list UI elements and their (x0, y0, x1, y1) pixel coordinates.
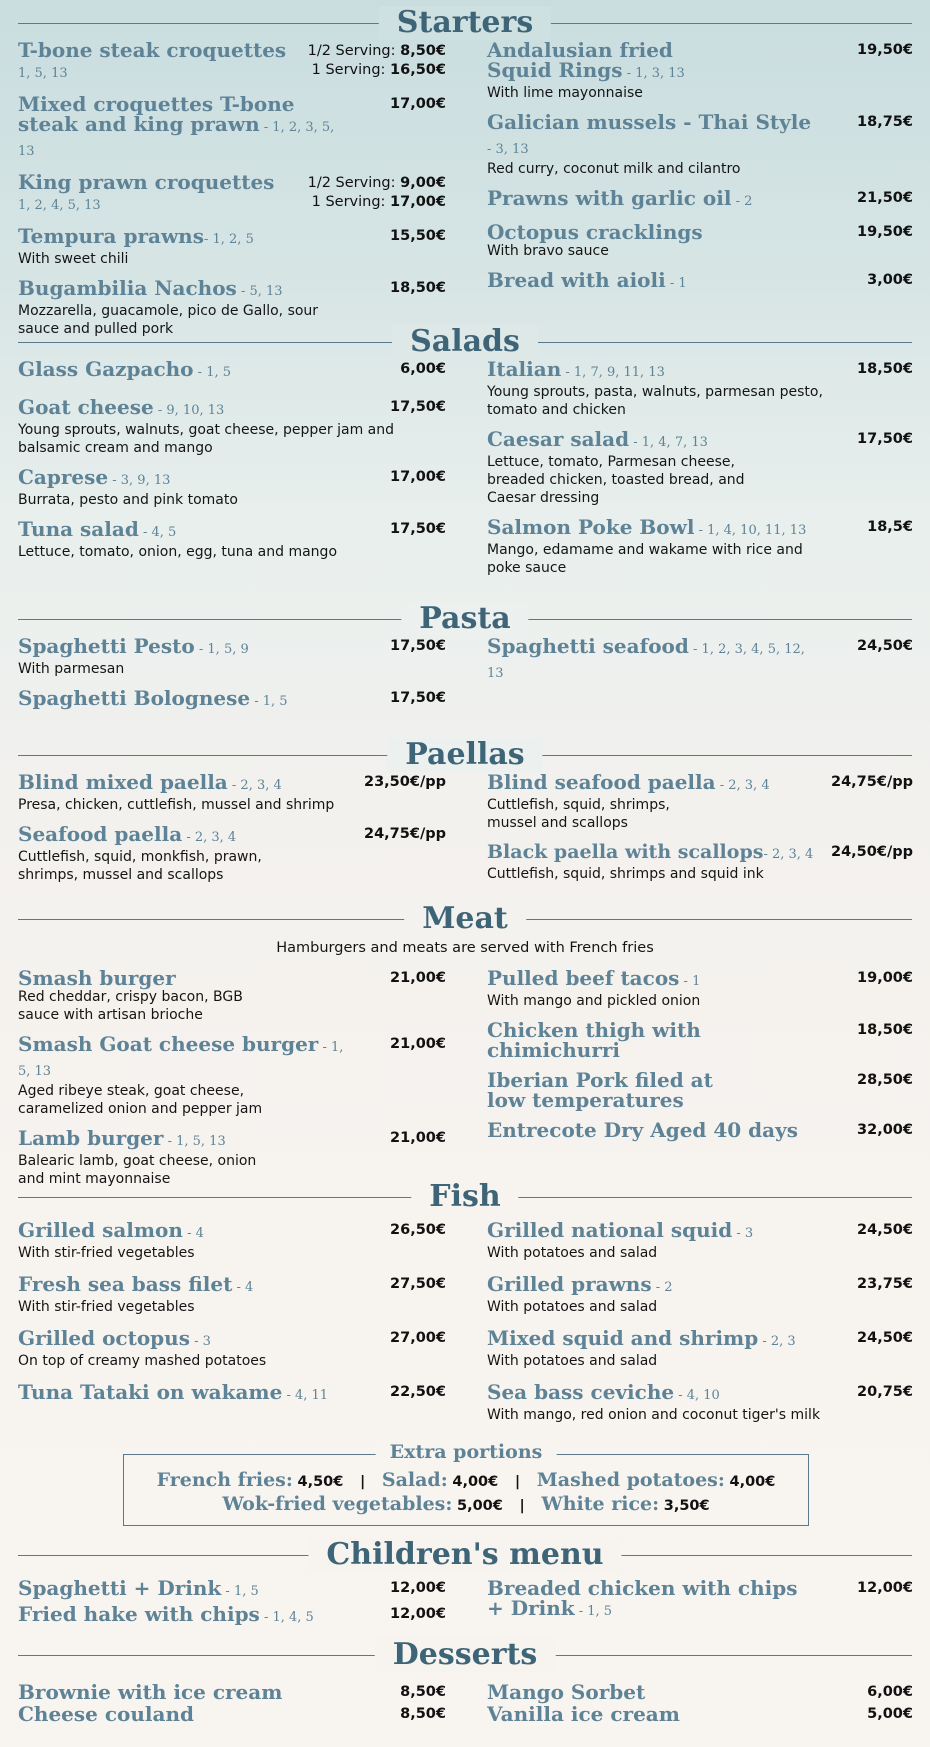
item-name: Sea bass ceviche (487, 1380, 675, 1404)
menu-item (487, 1328, 913, 1370)
item-description: Red cheddar, crispy bacon, BGB sauce with artisan brioche (18, 989, 243, 1023)
item-name: Grilled national squid (487, 1218, 733, 1242)
children-right-column (487, 1578, 913, 1624)
item-price: 12,00€ (390, 1580, 446, 1596)
extra-item-name: White rice: (541, 1493, 660, 1515)
item-price: 3,00€ (867, 272, 913, 288)
extra-item-price: 4,00€ (729, 1474, 776, 1490)
item-name: Mixed croquettes T-bone steak and king prawn (18, 92, 295, 136)
section-childrens-menu (0, 1538, 930, 1638)
paellas-left-column (18, 772, 446, 894)
item-name: Cheese couland (18, 1702, 194, 1726)
menu-item (18, 824, 446, 884)
salads-left-column (18, 359, 446, 571)
item-description: Young sprouts, pasta, walnuts, parmesan pesto, tomato and chicken (487, 384, 823, 418)
item-name: Glass Gazpacho (18, 357, 194, 381)
pasta-left-column (18, 636, 446, 722)
item-allergens: - 3 (189, 1334, 211, 1349)
menu-item (487, 359, 913, 419)
item-allergens: - 2, 3, 4 (763, 847, 814, 862)
extra-item-name: French fries: (156, 1469, 293, 1491)
starters-left-column (18, 40, 446, 348)
item-name: Goat cheese (18, 395, 154, 419)
item-price: 23,75€ (857, 1276, 913, 1292)
menu-item (487, 1382, 913, 1424)
item-description: Balearic lamb, goat cheese, onion and mint mayonnaise (18, 1153, 257, 1187)
item-name: Seafood paella (18, 822, 183, 846)
item-allergens: - 2, 3, 4 (715, 778, 770, 793)
item-name: Andalusian fried Squid Rings (487, 38, 673, 82)
item-price: 23,50€/pp (363, 774, 446, 790)
item-price: 19,00€ (857, 970, 913, 986)
menu-item (18, 519, 446, 561)
item-price: 24,75€/pp (830, 774, 913, 790)
menu-item (487, 1120, 913, 1140)
item-allergens: - 1 (679, 974, 701, 989)
item-allergens: - 1, 3, 13 (622, 66, 685, 81)
fish-right-column (487, 1220, 913, 1434)
item-name: Grilled prawns (487, 1272, 652, 1296)
item-allergens: 1, 5, 13 (18, 66, 68, 81)
section-header (0, 1538, 930, 1572)
section-title: Desserts (375, 1638, 556, 1672)
item-allergens: - 1, 4, 7, 13 (629, 435, 708, 450)
item-name: Pulled beef tacos (487, 966, 680, 990)
fish-left-column (18, 1220, 446, 1416)
item-description: Cuttlefish, squid, shrimps and squid ink (487, 866, 764, 882)
item-description: With bravo sauce (487, 243, 609, 259)
item-name: Mango Sorbet (487, 1680, 646, 1704)
item-price: 28,50€ (857, 1072, 913, 1088)
menu-item (18, 1704, 446, 1724)
item-price: 21,00€ (390, 1130, 446, 1146)
desserts-left-column (18, 1682, 446, 1726)
item-price: 19,50€ (857, 224, 913, 240)
item-name: Breaded chicken with chips + Drink (487, 1576, 798, 1620)
extra-item-price: 4,00€ (452, 1474, 499, 1490)
section-fish (0, 1180, 930, 1440)
item-description: Young sprouts, walnuts, goat cheese, pepper jam and balsamic cream and mango (18, 422, 395, 456)
item-name: Italian (487, 357, 562, 381)
item-allergens: - 4 (182, 1226, 204, 1241)
item-name: Black paella with scallops (487, 841, 764, 863)
item-price: 27,00€ (390, 1330, 446, 1346)
section-title: Paellas (387, 738, 542, 772)
item-description: With potatoes and salad (487, 1353, 658, 1369)
item-allergens: - 1, 5 (574, 1604, 613, 1619)
item-name: Spaghetti Bolognese (18, 686, 251, 710)
item-description: With parmesan (18, 661, 125, 677)
item-price: 32,00€ (857, 1122, 913, 1138)
extra-item-name: Mashed potatoes: (536, 1469, 725, 1491)
item-allergens: - 1, 4, 5 (259, 1610, 314, 1625)
item-name: Caesar salad (487, 427, 630, 451)
item-description: With mango and pickled onion (487, 993, 701, 1009)
item-allergens: - 1, 2, 5 (203, 232, 254, 247)
menu-item (487, 429, 913, 507)
item-description: With mango, red onion and coconut tiger's milk (487, 1407, 821, 1423)
menu-item (18, 1328, 446, 1370)
menu-item (18, 94, 446, 162)
section-note: Hamburgers and meats are served with French fries (276, 940, 654, 956)
item-name: Spaghetti + Drink (18, 1576, 222, 1600)
item-price: 15,50€ (390, 228, 446, 244)
item-name: King prawn croquettes (18, 170, 275, 194)
item-name: T-bone steak croquettes (18, 38, 287, 62)
item-name: Grilled salmon (18, 1218, 183, 1242)
item-price: 17,50€ (857, 431, 913, 447)
item-description: With potatoes and salad (487, 1299, 658, 1315)
section-title: Children's menu (308, 1538, 621, 1572)
item-name: Bugambilia Nachos (18, 276, 237, 300)
item-allergens: - 2, 3, 4 (227, 778, 282, 793)
item-price: 21,50€ (857, 190, 913, 206)
item-price: 24,50€ (857, 638, 913, 654)
section-title: Starters (379, 6, 551, 40)
item-allergens: - 1, 5, 13 (163, 1134, 226, 1149)
item-price: 18,50€ (390, 280, 446, 296)
menu-item (18, 359, 446, 383)
item-price: 20,75€ (857, 1384, 913, 1400)
menu-item (487, 40, 913, 102)
item-allergens: - 1, 5 (250, 694, 288, 709)
item-price: 22,50€ (390, 1384, 446, 1400)
item-price: 17,50€ (390, 638, 446, 654)
item-allergens: - 4, 10 (674, 1388, 720, 1403)
section-header (0, 902, 930, 936)
item-name: Blind seafood paella (487, 770, 716, 794)
menu-item (487, 222, 913, 260)
item-price: 26,50€ (390, 1222, 446, 1238)
item-allergens: - 5, 13 (236, 284, 283, 299)
menu-item (18, 968, 446, 1024)
section-title: Fish (411, 1180, 518, 1214)
menu-item (487, 842, 913, 883)
item-allergens: - 1 (665, 276, 687, 291)
item-description: With potatoes and salad (487, 1245, 658, 1261)
item-name: Caprese (18, 465, 109, 489)
item-name: Smash Goat cheese burger (18, 1032, 319, 1056)
item-name: Vanilla ice cream (487, 1702, 680, 1726)
item-name: Bread with aioli (487, 268, 666, 292)
item-price: 18,50€ (857, 1022, 913, 1038)
item-allergens: - 1, 5, 9 (194, 642, 249, 657)
extra-item-name: Salad: (381, 1469, 448, 1491)
item-allergens: - 3, 9, 13 (108, 473, 171, 488)
meat-right-column (487, 968, 913, 1150)
menu-item (487, 1274, 913, 1316)
item-allergens: - 3, 13 (487, 142, 529, 157)
item-name: Mixed squid and shrimp (487, 1326, 759, 1350)
menu-item (487, 772, 913, 832)
menu-item (487, 112, 913, 178)
item-name: Galician mussels - Thai Style (487, 110, 812, 134)
serving-prices: 1/2 Serving: 8,50€ 1 Serving: 16,50€ (307, 43, 446, 78)
menu-item (487, 968, 913, 1010)
section-paellas (0, 738, 930, 902)
item-price: 6,00€ (400, 361, 446, 377)
item-name: Grilled octopus (18, 1326, 190, 1350)
item-price: 8,50€ (400, 1684, 446, 1700)
item-price: 24,75€/pp (363, 826, 446, 842)
item-allergens: - 2, 3, 4 (182, 830, 237, 845)
item-allergens: - 1, 4, 10, 11, 13 (694, 523, 807, 538)
starters-right-column (487, 40, 913, 304)
menu-item (487, 270, 913, 294)
item-price: 17,50€ (390, 690, 446, 706)
section-pasta (0, 602, 930, 746)
item-price: 12,00€ (857, 1580, 913, 1596)
section-title: Salads (392, 325, 538, 359)
menu-item (18, 1034, 446, 1118)
item-price: 17,00€ (390, 96, 446, 112)
item-allergens: - 1, 2, 3, 4, 5, 12, 13 (487, 642, 805, 681)
extra-portions-row (124, 1493, 808, 1515)
item-price: 5,00€ (867, 1706, 913, 1722)
item-description: Red curry, coconut milk and cilantro (487, 161, 741, 177)
item-name: Spaghetti seafood (487, 634, 689, 658)
item-price: 21,00€ (390, 1036, 446, 1052)
menu-item (18, 688, 446, 712)
item-description: With sweet chili (18, 251, 129, 267)
item-allergens: - 2, 3 (758, 1334, 796, 1349)
desserts-right-column (487, 1682, 913, 1726)
item-name: Fresh sea bass filet (18, 1272, 233, 1296)
item-description: Aged ribeye steak, goat cheese, caramelized onion and pepper jam (18, 1083, 263, 1117)
pasta-right-column (487, 636, 913, 694)
section-title: Pasta (401, 602, 528, 636)
section-salads (0, 325, 930, 599)
section-header (0, 6, 930, 40)
item-description: With lime mayonnaise (487, 85, 643, 101)
extra-portions-row (124, 1469, 808, 1491)
item-price: 24,50€ (857, 1222, 913, 1238)
item-allergens: - 1, 5 (193, 365, 231, 380)
item-price: 19,50€ (857, 42, 913, 58)
item-description: Mozzarella, guacamole, pico de Gallo, sour sauce and pulled pork (18, 303, 319, 337)
item-name: Smash burger (18, 966, 176, 990)
item-name: Fried hake with chips (18, 1602, 260, 1626)
item-allergens: - 1, 7, 9, 11, 13 (561, 365, 665, 380)
item-description: Lettuce, tomato, Parmesan cheese, breaded chicken, toasted bread, and Caesar dressing (487, 454, 745, 506)
item-name: Tuna Tataki on wakame (18, 1380, 283, 1404)
item-allergens: - 2 (651, 1280, 673, 1295)
section-meat (0, 901, 930, 1187)
section-header (0, 325, 930, 359)
item-price: 17,50€ (390, 399, 446, 415)
section-header (0, 1180, 930, 1214)
item-price: 21,00€ (390, 970, 446, 986)
menu-item (487, 1020, 913, 1060)
menu-item (18, 397, 446, 457)
item-allergens: - 4 (232, 1280, 254, 1295)
item-name: Prawns with garlic oil (487, 186, 732, 210)
item-description: On top of creamy mashed potatoes (18, 1353, 267, 1369)
item-description: Cuttlefish, squid, monkfish, prawn, shrimps, mussel and scallops (18, 849, 262, 883)
item-description: With stir-fried vegetables (18, 1245, 195, 1261)
item-name: Spaghetti Pesto (18, 634, 195, 658)
item-price: 18,75€ (857, 114, 913, 130)
item-description: Presa, chicken, cuttlefish, mussel and shrimp (18, 797, 335, 813)
extra-item-price: 3,50€ (663, 1498, 710, 1514)
menu-item (18, 226, 446, 268)
children-left-column (18, 1578, 446, 1630)
item-allergens: - 4, 5 (138, 525, 177, 540)
item-allergens: - 1, 5 (221, 1584, 259, 1599)
menu-item (18, 1382, 446, 1406)
item-description: Lettuce, tomato, onion, egg, tuna and mango (18, 544, 338, 560)
extra-item-price: 4,50€ (297, 1474, 344, 1490)
extra-portions-box (123, 1441, 809, 1526)
menu-item (487, 517, 913, 577)
menu-item (18, 1682, 446, 1702)
menu-item (18, 1274, 446, 1316)
menu-item (487, 1070, 913, 1110)
section-header (0, 602, 930, 636)
menu-item (18, 40, 446, 84)
menu-item (18, 1578, 446, 1602)
item-description: Cuttlefish, squid, shrimps, mussel and scallops (487, 797, 670, 831)
menu-item (18, 172, 446, 216)
separator: | (359, 1474, 366, 1490)
item-name: Chicken thigh with chimichurri (487, 1018, 701, 1062)
menu-item (487, 1704, 913, 1724)
item-name: Tuna salad (18, 517, 139, 541)
item-price: 18,50€ (857, 361, 913, 377)
section-header (0, 738, 930, 772)
item-name: Salmon Poke Bowl (487, 515, 695, 539)
item-price: 18,5€ (867, 519, 913, 535)
menu-item (487, 1220, 913, 1262)
item-allergens: - 2 (731, 194, 753, 209)
item-allergens: - 4, 11 (282, 1388, 329, 1403)
serving-prices: 1/2 Serving: 9,00€ 1 Serving: 17,00€ (307, 175, 446, 210)
menu-item (487, 1578, 913, 1622)
menu-item (18, 467, 446, 509)
item-allergens: 1, 2, 4, 5, 13 (18, 198, 101, 213)
item-allergens: - 3 (732, 1226, 754, 1241)
salads-right-column (487, 359, 913, 587)
section-starters (0, 5, 930, 337)
item-name: Entrecote Dry Aged 40 days (487, 1118, 798, 1142)
item-price: 8,50€ (400, 1706, 446, 1722)
item-price: 24,50€/pp (830, 844, 913, 860)
meat-left-column (18, 968, 446, 1198)
item-description: Burrata, pesto and pink tomato (18, 492, 238, 508)
menu-item (18, 636, 446, 678)
menu-item (487, 1682, 913, 1702)
section-header (0, 1638, 930, 1672)
menu-item (18, 1220, 446, 1262)
item-name: Brownie with ice cream (18, 1680, 283, 1704)
item-description: With stir-fried vegetables (18, 1299, 195, 1315)
extra-item-name: Wok-fried vegetables: (222, 1493, 453, 1515)
separator: | (514, 1474, 521, 1490)
menu-item (18, 1128, 446, 1188)
extra-item-price: 5,00€ (457, 1498, 503, 1514)
item-allergens: - 1, 5, 13 (18, 1040, 344, 1079)
item-price: 27,50€ (390, 1276, 446, 1292)
menu-item (18, 772, 446, 814)
separator: | (519, 1498, 525, 1514)
menu-item (18, 1604, 446, 1628)
paellas-right-column (487, 772, 913, 893)
item-name: Lamb burger (18, 1126, 164, 1150)
section-title: Meat (404, 902, 526, 936)
item-name: Tempura prawns (18, 224, 204, 248)
item-name: Blind mixed paella (18, 770, 228, 794)
item-price: 17,00€ (390, 469, 446, 485)
extra-portions-title: Extra portions (376, 1441, 557, 1463)
menu-item (487, 636, 913, 684)
item-allergens: - 1, 2, 3, 5, 13 (18, 120, 335, 159)
item-price: 24,50€ (857, 1330, 913, 1346)
item-name: Octopus cracklings (487, 220, 703, 244)
item-price: 17,50€ (390, 521, 446, 537)
section-desserts (0, 1638, 930, 1742)
item-description: Mango, edamame and wakame with rice and poke sauce (487, 542, 803, 576)
item-price: 6,00€ (867, 1684, 913, 1700)
item-allergens: - 9, 10, 13 (153, 403, 225, 418)
item-name: Iberian Pork filed at low temperatures (487, 1068, 713, 1112)
menu-item (487, 188, 913, 212)
item-price: 12,00€ (390, 1606, 446, 1622)
